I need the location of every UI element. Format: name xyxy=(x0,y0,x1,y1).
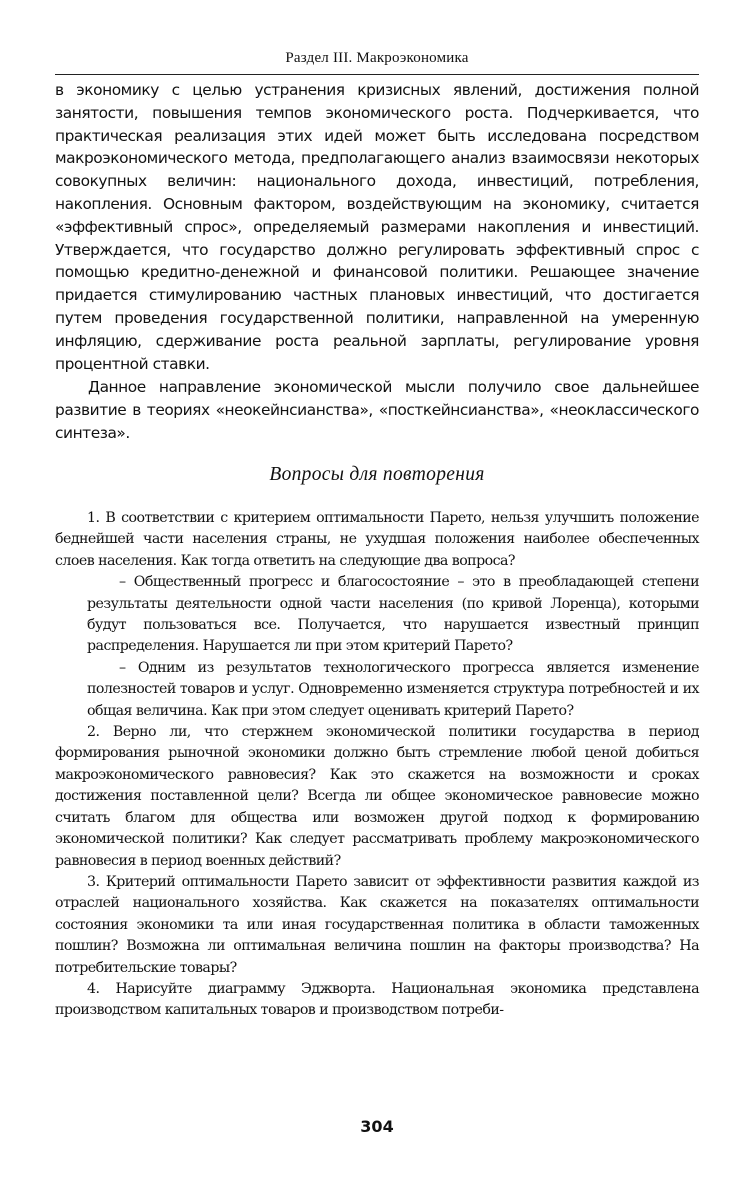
question-1-sub-2: – Одним из результатов технологического прогресса является изменение полезностей товаров и услуг. Одновременно изменяется структура потребностей и их общая величина. Как при этом следует оценивать критерий Парето? xyxy=(87,659,699,719)
section-title: Вопросы для повторения xyxy=(269,464,485,485)
review-questions xyxy=(55,508,699,1022)
question-4: 4. Нарисуйте диаграмму Эджворта. Национальная экономика представлена производством капитальных товаров и производством потреби- xyxy=(55,980,699,1019)
page-number: 304 xyxy=(360,1117,394,1136)
question-2: 2. Верно ли, что стержнем экономической политики государства в период формирования рыночной экономики должно быть стремление любой ценой добиться макроэкономического равновесия? Как это скажется на возможности и сроках достижения поставленной цели? Всегда ли общее экономическое равновесие можно считать благом для общества или возможен другой подход к формированию экономической политики? Как следует рассматривать проблему макроэкономического равновесия в период военных действий? xyxy=(55,724,699,869)
question-3: 3. Критерий оптимальности Парето зависит от эффективности развития каждой из отраслей национального хозяйства. Как скажется на показателях оптимальности состояния экономики та или иная государственная политика в области таможенных пошлин? Возможна ли оптимальная величина пошлин на факторы производства? На потребительские товары? xyxy=(55,873,699,976)
question-1-sub-1: – Общественный прогресс и благосостояние – это в преобладающей степени результаты деятельности одной части населения (по кривой Лоренца), которыми будут пользоваться все. Получается, что нарушается известный принцип распределения. Нарушается ли при этом критерий Парето? xyxy=(87,574,699,655)
running-head: Раздел III. Макроэкономика xyxy=(285,50,469,66)
question-1: 1. В соответствии с критерием оптимальности Парето, нельзя улучшить положение беднейшей части населения страны, не ухудшая положения наиболее обеспеченных слоев населения. Как тогда ответить на следующие два вопроса? xyxy=(55,510,699,569)
intro-text xyxy=(55,79,699,445)
header-rule xyxy=(55,74,699,75)
paragraph: Данное направление экономической мысли получило свое дальнейшее развитие в теориях «неокейнсианства», «посткейнсианства», «неоклассического синтеза». xyxy=(55,378,699,442)
paragraph-continued: в экономику с целью устранения кризисных явлений, достижения полной занятости, повышения темпов экономического роста. Подчеркивается, что практическая реализация этих идей может быть исследована посредством макроэкономического метода, предполагающего анализ взаимосвязи некоторых совокупных величин: национального дохода, инвестиций, потребления, накопления. Основным фактором, воздействующим на экономику, считается «эффективный спрос», определяемый размерами накопления и инвестиций. Утверждается, что государство должно регулировать эффективный спрос с помощью кредитно-денежной и финансовой политики. Решающее значение придается стимулированию частных плановых инвестиций, что достигается путем проведения государственной политики, направленной на умеренную инфляцию, сдерживание роста реальной зарплаты, регулирование уровня процентной ставки. xyxy=(55,81,699,373)
